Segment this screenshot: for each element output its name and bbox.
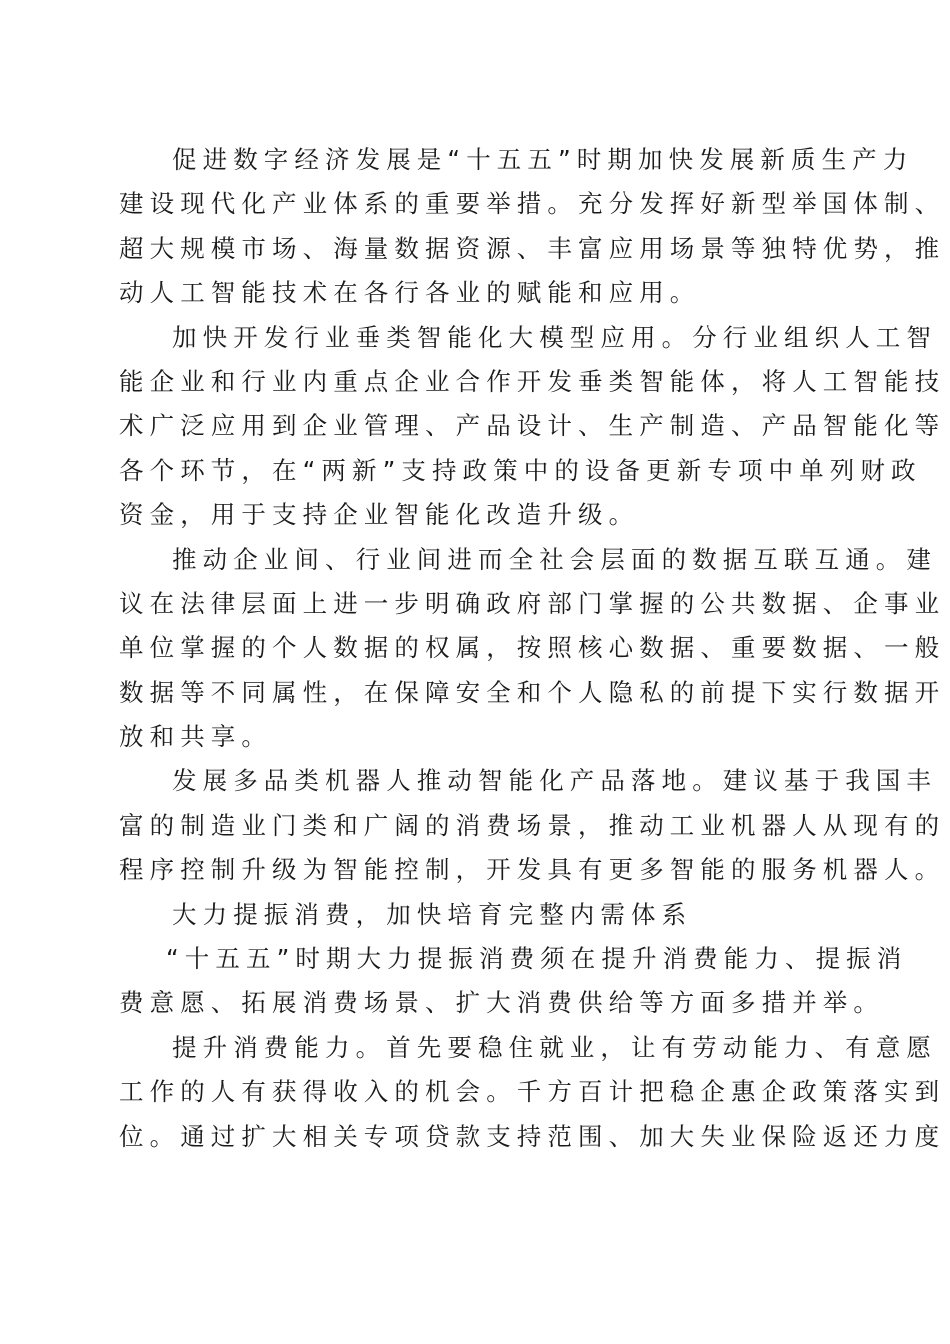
paragraph-line: 单位掌握的个人数据的权属，按照核心数据、重要数据、一般: [119, 633, 946, 663]
paragraph-line: 议在法律层面上进一步明确政府部门掌握的公共数据、企事业: [119, 588, 946, 618]
paragraph-line: 动人工智能技术在各行各业的赋能和应用。: [119, 278, 701, 308]
paragraph-line: 促进数字经济发展是“十五五”时期加快发展新质生产力: [172, 145, 914, 174]
paragraph-line: 提升消费能力。首先要稳住就业，让有劳动能力、有意愿: [172, 1032, 937, 1062]
paragraph-line: 发展多品类机器人推动智能化产品落地。建议基于我国丰: [172, 766, 937, 796]
paragraph-line: 放和共享。: [119, 722, 272, 752]
paragraph-industry-models: [119, 316, 946, 538]
paragraph-line: 数据等不同属性，在保障安全和个人隐私的前提下实行数据开: [119, 677, 946, 707]
paragraph-line: 建设现代化产业体系的重要举措。充分发挥好新型举国体制、: [119, 189, 946, 219]
paragraph-line: 位。通过扩大相关专项贷款支持范围、加大失业保险返还力度: [119, 1121, 946, 1151]
paragraph-digital-economy: [119, 138, 946, 316]
document-body: [119, 138, 946, 1159]
paragraph-line: 程序控制升级为智能控制，开发具有更多智能的服务机器人。: [119, 855, 946, 885]
paragraph-data-interconnection: [119, 538, 946, 760]
paragraph-line: 推动企业间、行业间进而全社会层面的数据互联互通。建: [172, 544, 937, 574]
paragraph-line: 各个环节，在“两新”支持政策中的设备更新专项中单列财政: [119, 455, 922, 485]
paragraph-line: “十五五”时期大力提振消费须在提升消费能力、提振消: [166, 944, 908, 974]
paragraph-consumption-capacity: [119, 1026, 946, 1159]
paragraph-line: 超大规模市场、海量数据资源、丰富应用场景等独特优势，推: [119, 233, 946, 263]
paragraph-line: 富的制造业门类和广阔的消费场景，推动工业机器人从现有的: [119, 810, 946, 840]
paragraph-line: 术广泛应用到企业管理、产品设计、生产制造、产品智能化等: [119, 411, 946, 441]
paragraph-line: 资金，用于支持企业智能化改造升级。: [119, 500, 640, 530]
paragraph-line: 工作的人有获得收入的机会。千方百计把稳企惠企政策落实到: [119, 1077, 946, 1107]
paragraph-line: 能企业和行业内重点企业合作开发垂类智能体，将人工智能技: [119, 366, 946, 396]
paragraph-line: 费意愿、拓展消费场景、扩大消费供给等方面多措并举。: [119, 988, 884, 1018]
paragraph-line: 加快开发行业垂类智能化大模型应用。分行业组织人工智: [172, 322, 937, 352]
section-heading-line: 大力提振消费，加快培育完整内需体系: [172, 899, 693, 929]
section-heading-consumption: [119, 893, 829, 937]
paragraph-robots: [119, 759, 946, 892]
paragraph-consumption-overview: [119, 937, 908, 1026]
